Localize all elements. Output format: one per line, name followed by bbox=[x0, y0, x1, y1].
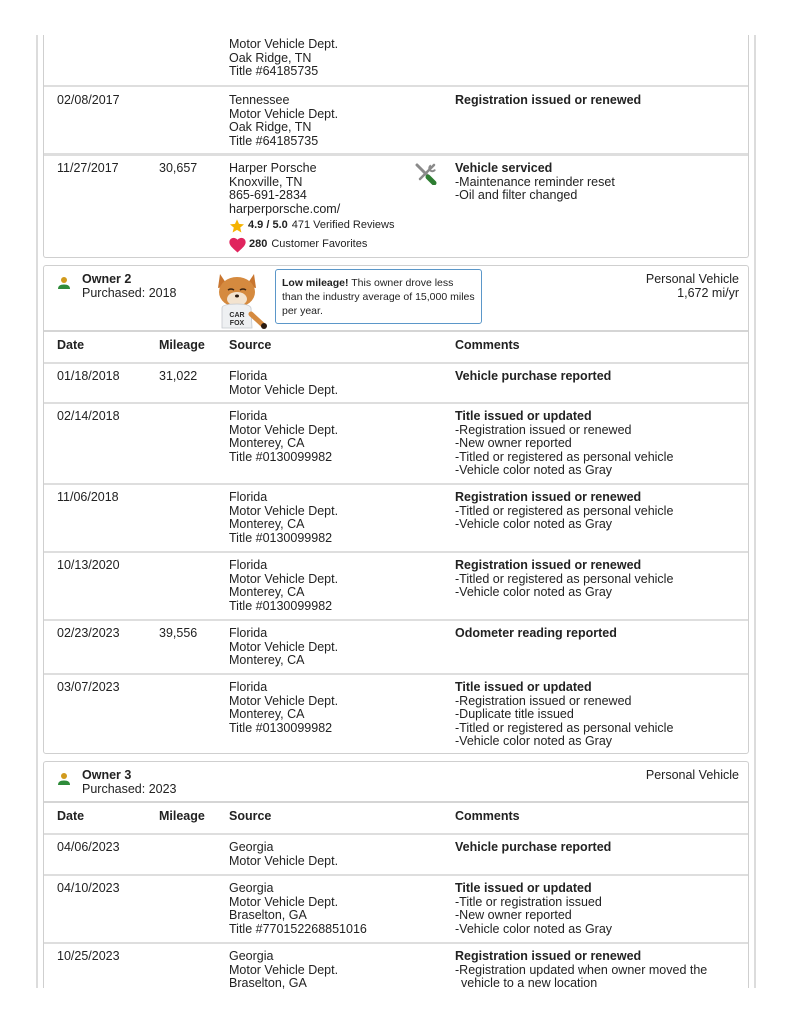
favorites-count: 280 bbox=[249, 238, 268, 251]
mascot-shirt-text: CAR bbox=[229, 312, 245, 319]
mileage-cell: 39,556 bbox=[159, 626, 198, 640]
source-line: Oak Ridge, TN bbox=[229, 50, 312, 65]
date-cell: 02/23/2023 bbox=[57, 626, 120, 640]
source-line: Florida bbox=[229, 409, 268, 423]
source-cell bbox=[229, 681, 338, 735]
date-cell: 03/07/2023 bbox=[57, 680, 120, 694]
source-line: Georgia bbox=[229, 840, 274, 854]
source-line: Georgia bbox=[229, 881, 274, 895]
comment-item: -Registration issued or renewed bbox=[455, 693, 632, 708]
date-cell: 11/27/2017 bbox=[57, 161, 119, 175]
comments-cell bbox=[455, 882, 612, 936]
carfox-mascot-icon bbox=[210, 270, 268, 330]
source-cell bbox=[229, 162, 340, 216]
comment-title: Registration issued or renewed bbox=[455, 93, 642, 107]
source-line: Title #0130099982 bbox=[229, 530, 333, 545]
svg-text:FOX: FOX bbox=[229, 320, 245, 327]
source-cell bbox=[229, 38, 338, 79]
source-line: Monterey, CA bbox=[229, 517, 305, 532]
comments-cell bbox=[455, 491, 673, 532]
column-header-source: Source bbox=[229, 338, 272, 352]
comment-title: Registration issued or renewed bbox=[455, 490, 642, 504]
dealer-location: Knoxville, TN bbox=[229, 174, 303, 189]
rating-score: 4.9 / 5.0 bbox=[248, 219, 288, 232]
comment-item: -Vehicle color noted as Gray bbox=[455, 734, 613, 749]
dealer-favorites[interactable] bbox=[229, 237, 367, 253]
source-cell bbox=[229, 627, 338, 668]
dealer-rating[interactable] bbox=[229, 218, 395, 234]
source-line: Motor Vehicle Dept. bbox=[229, 962, 339, 977]
source-cell bbox=[229, 410, 338, 464]
source-line: Motor Vehicle Dept. bbox=[229, 571, 339, 586]
mileage-cell: 31,022 bbox=[159, 369, 198, 383]
rating-reviews: 471 Verified Reviews bbox=[291, 219, 395, 232]
table-row bbox=[44, 673, 748, 753]
owner-person-icon bbox=[57, 276, 71, 290]
heart-icon bbox=[229, 237, 246, 253]
owner-purchased: Purchased: 2018 bbox=[82, 286, 177, 300]
column-header-date: Date bbox=[57, 809, 85, 823]
comment-item: -Vehicle color noted as Gray bbox=[455, 463, 613, 478]
comment-item: -Registration updated when owner moved the vehicle to a new location bbox=[455, 962, 708, 991]
star-icon bbox=[229, 218, 245, 234]
comment-title: Vehicle purchase reported bbox=[455, 369, 612, 383]
date-cell: 10/25/2023 bbox=[57, 949, 120, 963]
table-row bbox=[44, 402, 748, 483]
source-line: Braselton, GA bbox=[229, 908, 307, 923]
table-header bbox=[44, 330, 748, 362]
owner-title: Owner 2 bbox=[82, 272, 132, 286]
table-row bbox=[44, 874, 748, 942]
date-cell: 10/13/2020 bbox=[57, 558, 120, 572]
date-cell: 04/06/2023 bbox=[57, 840, 120, 854]
source-line: Florida bbox=[229, 490, 268, 504]
owner-1-history-card bbox=[43, 35, 749, 258]
owner-header bbox=[44, 762, 748, 801]
source-line: Motor Vehicle Dept. bbox=[229, 503, 339, 518]
source-line: Title #64185735 bbox=[229, 133, 319, 148]
source-line: Florida bbox=[229, 626, 268, 640]
comments-cell bbox=[455, 950, 735, 991]
table-row bbox=[44, 619, 748, 673]
source-line: Motor Vehicle Dept. bbox=[229, 894, 339, 909]
source-line: Monterey, CA bbox=[229, 585, 305, 600]
comment-item: -Titled or registered as personal vehicle bbox=[455, 449, 674, 464]
table-row bbox=[44, 153, 748, 258]
source-cell bbox=[229, 559, 338, 613]
source-line: Monterey, CA bbox=[229, 707, 305, 722]
column-header-mileage: Mileage bbox=[159, 338, 205, 352]
owner-2-card bbox=[43, 265, 749, 754]
source-line: Tennessee bbox=[229, 93, 290, 107]
date-cell: 02/08/2017 bbox=[57, 93, 120, 107]
comments-cell bbox=[455, 162, 615, 203]
comment-title: Registration issued or renewed bbox=[455, 558, 642, 572]
favorites-label: Customer Favorites bbox=[271, 238, 368, 251]
table-row bbox=[44, 362, 748, 402]
comment-item: -Maintenance reminder reset bbox=[455, 174, 615, 189]
column-header-source: Source bbox=[229, 809, 272, 823]
source-line: Braselton, GA bbox=[229, 976, 307, 991]
table-row bbox=[44, 942, 748, 991]
source-cell bbox=[229, 882, 367, 936]
comment-item: -Title or registration issued bbox=[455, 894, 602, 909]
source-line: Title #0130099982 bbox=[229, 598, 333, 613]
comment-item: -New owner reported bbox=[455, 436, 572, 451]
source-line: Florida bbox=[229, 680, 268, 694]
owner-vehicle-type: Personal Vehicle bbox=[645, 768, 739, 782]
comments-cell bbox=[455, 681, 673, 749]
source-line: Oak Ridge, TN bbox=[229, 120, 312, 135]
wrench-screwdriver-icon bbox=[414, 163, 438, 189]
source-line: Monterey, CA bbox=[229, 653, 305, 668]
owner-purchased: Purchased: 2023 bbox=[82, 782, 177, 796]
low-mileage-callout bbox=[275, 269, 482, 324]
comment-item: -Vehicle color noted as Gray bbox=[455, 921, 613, 936]
source-line: Title #64185735 bbox=[229, 64, 319, 79]
mileage-cell: 30,657 bbox=[159, 161, 198, 175]
source-line: Motor Vehicle Dept. bbox=[229, 639, 339, 654]
comments-cell bbox=[455, 410, 673, 478]
comment-item: -Titled or registered as personal vehicle bbox=[455, 720, 674, 735]
source-line: Motor Vehicle Dept. bbox=[229, 853, 339, 868]
source-line: Florida bbox=[229, 558, 268, 572]
comment-item: -Vehicle color noted as Gray bbox=[455, 517, 613, 532]
source-line: Motor Vehicle Dept. bbox=[229, 37, 339, 51]
comments-cell bbox=[455, 559, 673, 600]
source-line: Monterey, CA bbox=[229, 436, 305, 451]
source-line: Motor Vehicle Dept. bbox=[229, 106, 339, 121]
source-line: Florida bbox=[229, 369, 268, 383]
table-row bbox=[44, 833, 748, 874]
source-line: Georgia bbox=[229, 949, 274, 963]
table-header bbox=[44, 801, 748, 833]
table-row bbox=[44, 483, 748, 551]
comment-title: Vehicle purchase reported bbox=[455, 840, 612, 854]
owner-title: Owner 3 bbox=[82, 768, 132, 782]
table-row bbox=[44, 85, 748, 153]
source-line: Motor Vehicle Dept. bbox=[229, 693, 339, 708]
owner-3-card bbox=[43, 761, 749, 991]
column-header-comments: Comments bbox=[455, 809, 520, 823]
source-line: Motor Vehicle Dept. bbox=[229, 422, 339, 437]
callout-text: This owner drove less than the industry average of 15,000 miles per year. bbox=[282, 277, 475, 317]
table-row bbox=[44, 551, 748, 619]
source-cell bbox=[229, 370, 338, 397]
comment-item: -Oil and filter changed bbox=[455, 188, 578, 203]
owner-vehicle-type: Personal Vehicle bbox=[645, 272, 739, 286]
date-cell: 01/18/2018 bbox=[57, 369, 120, 383]
dealer-website-link[interactable]: harperporsche.com/ bbox=[229, 201, 341, 216]
date-cell: 02/14/2018 bbox=[57, 409, 120, 423]
comment-title: Title issued or updated bbox=[455, 881, 592, 895]
comment-item: -Vehicle color noted as Gray bbox=[455, 585, 613, 600]
comment-title: Vehicle serviced bbox=[455, 161, 553, 175]
comment-item: -New owner reported bbox=[455, 908, 572, 923]
date-cell: 04/10/2023 bbox=[57, 881, 120, 895]
source-line: Motor Vehicle Dept. bbox=[229, 382, 339, 397]
source-cell bbox=[229, 491, 338, 545]
owner-miles-per-year: 1,672 mi/yr bbox=[677, 286, 739, 300]
source-cell bbox=[229, 94, 338, 148]
source-line: Title #770152268851016 bbox=[229, 921, 367, 936]
column-header-comments: Comments bbox=[455, 338, 520, 352]
source-line: Title #0130099982 bbox=[229, 720, 333, 735]
column-header-mileage: Mileage bbox=[159, 809, 205, 823]
comment-item: -Registration issued or renewed bbox=[455, 422, 632, 437]
source-cell bbox=[229, 950, 338, 991]
comment-title: Title issued or updated bbox=[455, 409, 592, 423]
column-header-date: Date bbox=[57, 338, 85, 352]
source-cell bbox=[229, 841, 338, 868]
dealer-phone: 865-691-2834 bbox=[229, 188, 307, 203]
date-cell: 11/06/2018 bbox=[57, 490, 119, 504]
table-row bbox=[44, 35, 748, 85]
comment-title: Registration issued or renewed bbox=[455, 949, 642, 963]
dealer-name: Harper Porsche bbox=[229, 161, 317, 175]
source-line: Title #0130099982 bbox=[229, 449, 333, 464]
comment-item: -Titled or registered as personal vehicle bbox=[455, 503, 674, 518]
comment-title: Odometer reading reported bbox=[455, 626, 617, 640]
comment-title: Title issued or updated bbox=[455, 680, 592, 694]
comment-item: -Duplicate title issued bbox=[455, 707, 574, 722]
callout-heading: Low mileage! bbox=[282, 277, 349, 289]
comment-item: -Titled or registered as personal vehicle bbox=[455, 571, 674, 586]
owner-person-icon bbox=[57, 772, 71, 786]
owner-header bbox=[44, 266, 748, 330]
